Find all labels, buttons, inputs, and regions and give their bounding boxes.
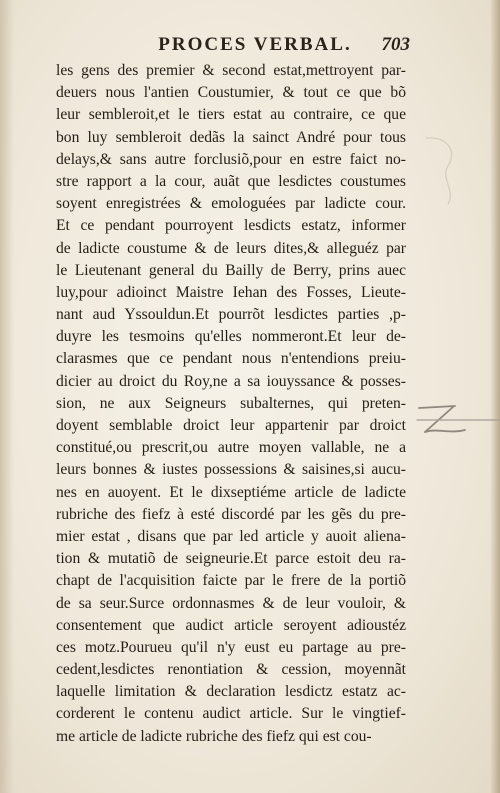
text-line: delays,& sans autre forclusiõ,pour en estre faict no-	[56, 150, 406, 168]
page-edge-shadow	[490, 0, 500, 793]
text-line: luy,pour adioinct Maistre Iehan des Fosses, Lieute-	[56, 283, 406, 301]
text-line: de sa seur.Surce ordonnasmes & de leur vouloir, &	[56, 594, 406, 612]
text-line: dicier au droict du Roy,ne a sa iouyssance & posses-	[56, 372, 406, 390]
text-line: doyent semblable droict leur appartenir par droict	[56, 417, 406, 434]
text-line: sion, ne aux Seigneurs subalternes, qui preten-	[56, 394, 406, 412]
running-title: PROCES VERBAL.	[158, 34, 352, 55]
text-line: bon luy sembleroit dedãs la sainct André pour tous	[56, 128, 406, 146]
page-gutter-shadow	[0, 0, 14, 793]
text-line: corderent le contenu audict article. Sur le vingtief-	[56, 705, 406, 723]
text-line: tion & mutatiõ de seigneurie.Et parce estoit deu ra-	[56, 550, 406, 568]
text-line: nes en auoyent. Et le dixseptiéme article de ladicte	[56, 483, 406, 501]
text-line: constitué,ou prescrit,ou autre moyen vallable, ne a	[56, 439, 406, 457]
text-line: duyre les tesmoins qu'elles nommeront.Et leur de-	[56, 328, 406, 346]
text-line: cedent,lesdictes renontiation & cession, moyennãt	[56, 661, 406, 679]
text-line: deuers nous l'antien Coustumier, & tout ce que bõ	[56, 84, 406, 102]
text-line: de ladicte coustume & de leurs dites,& alleguéz par	[56, 239, 406, 257]
text-line: laquelle limitation & declaration lesdictz estatz ac-	[56, 683, 406, 701]
text-line: stre rapport a la cour, auãt que lesdictes coustumes	[56, 172, 406, 190]
text-line: clarasmes que ce pendant nous n'entendions preiu-	[56, 350, 406, 368]
text-line: Et ce pendant pourroyent lesdicts estatz, informer	[56, 217, 406, 235]
text-line: consentement que audict article seroyent adioustéz	[56, 616, 406, 634]
body-text	[56, 60, 406, 748]
text-line: rubriche des fiefz à esté discordé par les gẽs du pre-	[56, 505, 406, 523]
text-line: leur sembleroit,et le tiers estat au contraire, ce que	[56, 106, 406, 124]
text-line: chapt de l'acquisition faicte par le frere de la portiõ	[56, 572, 406, 590]
text-line: me article de ladicte rubriche des fiefz qui est cou-	[56, 727, 372, 745]
faint-pencil-mark	[418, 130, 468, 210]
text-line: nant aud Yssouldun.Et pourrõt lesdictes parties ,p-	[56, 306, 406, 324]
text-line: leurs bonnes & iustes possessions & saisines,si aucu-	[56, 461, 406, 479]
text-line: ces motz.Pourueu qu'il n'y eust eu partage au pre-	[56, 638, 406, 656]
text-line: soyent enregistrées & emologuées par ladicte cour.	[56, 195, 406, 213]
text-line: les gens des premier & second estat,mettroyent par-	[56, 62, 406, 79]
text-line: mier estat , disans que par led article y auoit aliena-	[56, 527, 406, 545]
page-number: 703	[381, 34, 410, 55]
text-line: le Lieutenant general du Bailly de Berry, prins auec	[56, 261, 406, 279]
pencil-annotation-mark	[415, 398, 500, 443]
